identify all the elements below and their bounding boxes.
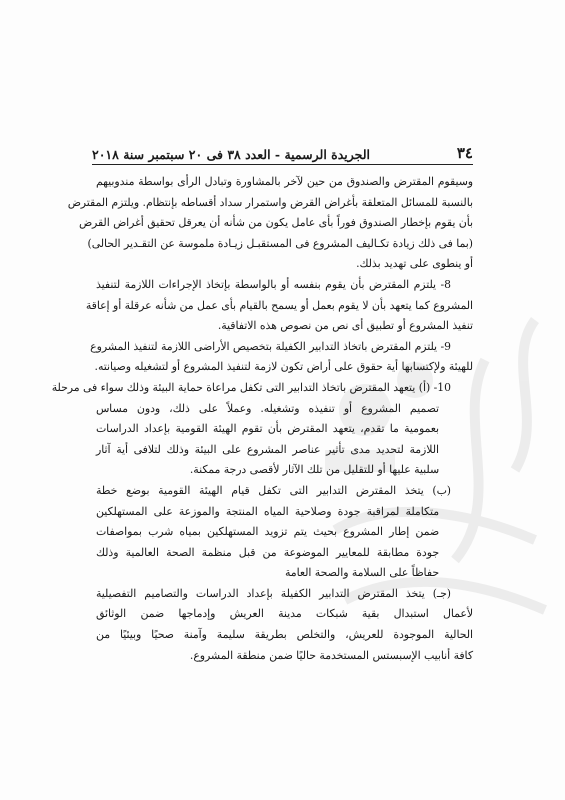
text-line: 10- (أ) يتعهد المقترض باتخاذ التدابير التى تكفل مراعاة حماية البيئة وذلك سواء فى مرحلة: [51, 380, 451, 394]
text-line: حفاظاً على السلامة والصحة العامة: [285, 566, 439, 580]
header-rule: [92, 164, 473, 165]
text-line: وسيقوم المقترض والصندوق من حين لآخر بالمشاورة وتبادل الرأى بواسطة مندوبيهم: [96, 175, 473, 188]
text-line: تصميم المشروع أو تنفيذه وتشغيله. وعملاً على ذلك، ودون مساس: [96, 401, 439, 415]
text-line: للهيئة ولإكتسابها أية حقوق على أراض تكون لازمة لتنفيذ المشروع أو لتشغيله وصيانته.: [94, 360, 473, 374]
text-line: المشروع كما يتعهد بأن لا يقوم بعمل أو يسمح بالقيام بأى عمل من شأنه عرقلة أو إعاقة: [85, 298, 473, 312]
text-line: الحالية الموجودة للعريش، والتخلص بطريقة سليمة وآمنة صحيًا وبيئيًا من: [96, 628, 473, 642]
page-number: ٣٤: [456, 144, 473, 162]
text-line: 8- يلتزم المقترض بأن يقوم بنفسه أو بالواسطة بإتخاذ الإجراءات اللازمة لتنفيذ: [96, 277, 451, 291]
text-line: (بما فى ذلك زيادة تكـاليف المشروع فى المستقبـل زيـادة ملموسة عن التقـدير الحالى): [87, 236, 473, 250]
text-line: اللازمة لتحديد مدى تأثير عناصر المشروع على البيئة وذلك لتلافى أية آثار: [96, 442, 439, 456]
text-line: (جـ) يتخذ المقترض التدابير الكفيلة بإعداد الدراسات والتصاميم التفصيلية: [96, 586, 451, 600]
text-line: متكاملة لمراقبة جودة وصلاحية المياه المنتجة والموزعة على المستهلكين: [96, 504, 439, 518]
text-line: (ب) يتخذ المقترض التدابير التى تكفل قيام الهيئة القومية بوضع خطة: [96, 483, 451, 497]
text-line: سلبية عليها أو للتقليل من تلك الآثار لأقصى درجة ممكنة.: [189, 463, 439, 477]
text-line: بالنسبة للمسائل المتعلقة بأغراض القرض واستمرار سداد أقساطه بإنتظام. ويلتزم المقترض: [67, 195, 473, 209]
text-line: كافة أنابيب الإسبستس المستخدمة حاليًا ضمن منطقة المشروع.: [189, 648, 473, 662]
text-line: أو ينطوى على تهديد بذلك.: [356, 257, 473, 271]
page-header: [92, 136, 473, 162]
text-line: تنفيذ المشروع أو تطبيق أى نص من نصوص هذه الاتفاقية.: [217, 319, 473, 333]
document-body: [51, 172, 473, 666]
text-line: بأن يقوم بإخطار الصندوق فوراً بأى عامل يكون من شأنه أن يعرقل تحقيق أغراض القرض: [78, 216, 473, 230]
gazette-title: الجريدة الرسمية - العدد ٣٨ فى ٢٠ سبتمبر سنة ٢٠١٨: [92, 147, 370, 162]
text-line: بعمومية ما تقدم، يتعهد المقترض بأن تقوم الهيئة القومية بإعداد الدراسات: [96, 422, 439, 436]
text-line: جودة مطابقة للمعايير الموضوعة من قبل منظمة الصحة العالمية وذلك: [96, 545, 439, 559]
text-line: ضمن إطار المشروع بحيث يتم تزويد المستهلكين بمياه شرب بمواصفات: [96, 525, 439, 539]
text-line: لأعمال استبدال بقية شبكات مدينة العريش وإدماجها ضمن الوثائق: [96, 607, 473, 621]
text-line: 9- يلتزم المقترض باتخاذ التدابير الكفيلة بتخصيص الأراضى اللازمة لتنفيذ المشروع: [90, 339, 451, 353]
